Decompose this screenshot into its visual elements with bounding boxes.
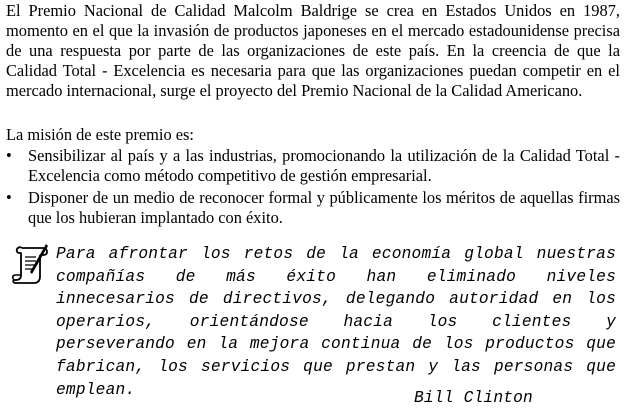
- mission-item-1: [6, 146, 620, 186]
- mission-item-text: Sensibilizar al país y a las industrias, promocionando la utilización de la Calidad Total - Excelencia como método competitivo de gestión empresarial.: [28, 146, 620, 185]
- mission-heading: La misión de este premio es:: [6, 125, 194, 144]
- bullet-icon: •: [6, 146, 12, 165]
- quote-text: Para afrontar los retos de la economía global nuestras compañías de más éxito han eliminado niveles innecesarios de directivos, delegando autoridad en los operarios, orientándose hacia los clientes y perseverando en la mejora continua de los productos que fabrican, los servicios que prestan y las personas que emplean.: [56, 245, 616, 399]
- bullet-icon: •: [6, 188, 12, 207]
- intro-paragraph: El Premio Nacional de Calidad Malcolm Baldrige se crea en Estados Unidos en 1987, momento en el que la invasión de productos japoneses en el mercado estadounidense precisa de una respuesta por parte de las organizaciones de este país. En la creencia de que la Calidad Total - Excelencia es necesaria para que las organizaciones puedan competir en el mercado internacional, surge el proyecto del Premio Nacional de la Calidad Americano.: [6, 1, 620, 100]
- mission-item-text: Disponer de un medio de reconocer formal y públicamente los méritos de aquellas firmas que los hubieran implantado con éxito.: [28, 188, 620, 227]
- scroll-quill-icon: [10, 242, 50, 284]
- mission-item-2: [6, 188, 620, 228]
- mission-list: [6, 146, 620, 230]
- quote-author: Bill Clinton: [414, 389, 533, 407]
